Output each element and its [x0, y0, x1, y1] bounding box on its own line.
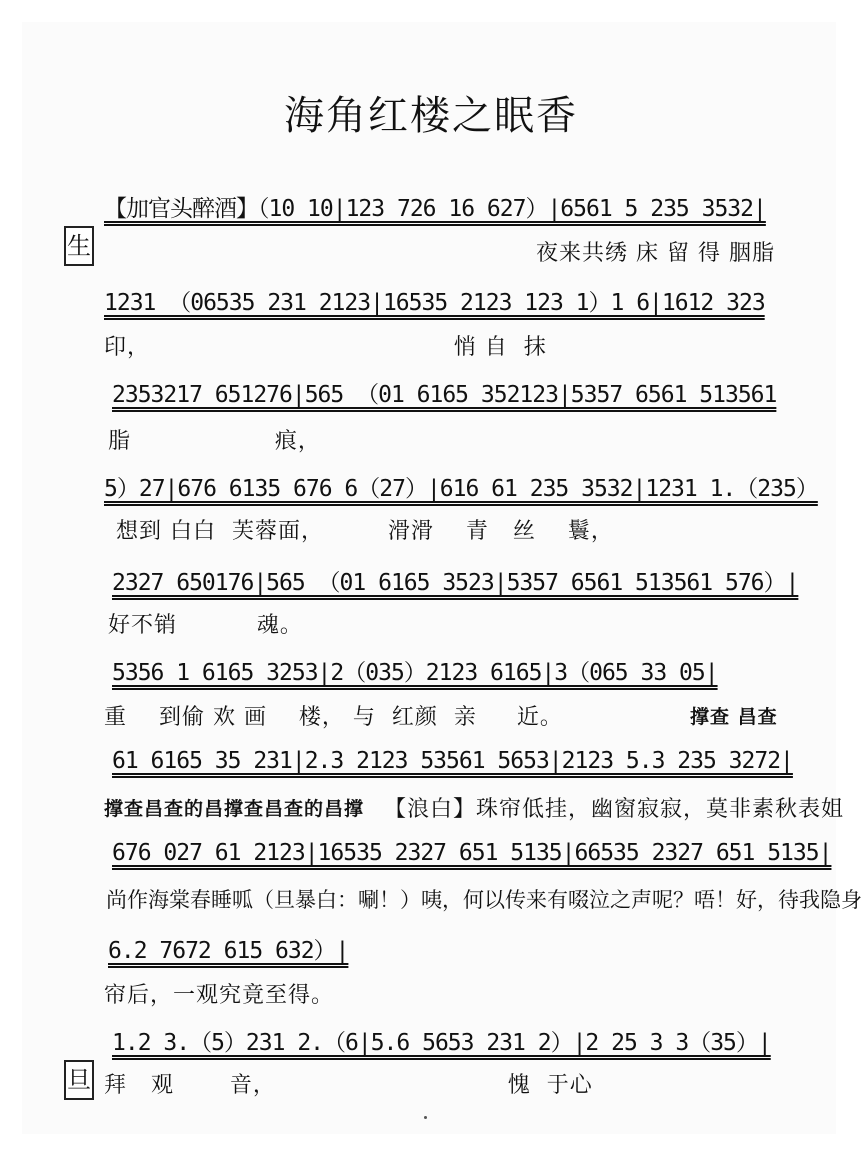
page-dot [424, 1116, 427, 1119]
lyric-line-3: 脂 痕， [108, 429, 321, 454]
notation-line-4: 5）27|676 6135 676 6（27）|616 61 235 3532|1231 1.（235） [104, 476, 818, 502]
notation-line-9: 6.2 7672 615 632）| [108, 938, 349, 964]
notation-line-3: 2353217 651276|565 （01 6165 352123|5357 6561 513561 [112, 382, 777, 408]
song-title: 海角红楼之眠香 [284, 93, 578, 139]
lyric-line-5: 好不销 魂。 [108, 613, 303, 638]
spoken-line-1: 【浪白】珠帘低挂，幽窗寂寂，莫非素秋表姐 [384, 797, 845, 822]
percussion-cue: 撑查 昌查 [690, 706, 778, 728]
notation-line-10: 1.2 3.（5）231 2.（6|5.6 5653 231 2）|2 25 3 3（35）| [112, 1030, 771, 1056]
notation-line-5: 2327 650176|565 （01 6165 3523|5357 6561 513561 576）| [112, 570, 799, 596]
spoken-line-2: 尚作海棠春睡呱（旦暴白：唰！）咦，何以传来有啜泣之声呢？唔！好，待我隐身 [106, 888, 862, 912]
notation-line-6: 5356 1 6165 3253|2（035）2123 6165|3（065 33 05| [112, 660, 718, 686]
lyric-line-2: 印， 悄 自 抹 [104, 335, 547, 360]
notation-line-7: 61 6165 35 231|2.3 2123 53561 5653|2123 5.3 235 3272| [112, 748, 793, 774]
percussion-line: 撑查昌查的昌撑查昌查的昌撑 [104, 798, 365, 820]
role-marker-dan: 旦 [64, 1060, 94, 1100]
notation-line-1: 【加官头醉酒】（10 10|123 726 16 627）|6561 5 235 3532| [104, 196, 766, 222]
lyric-line-1: 夜来共绣 床 留 得 胭脂 [536, 241, 775, 266]
lyric-line-10: 拜 观 音， 愧 于心 [104, 1073, 593, 1098]
notation-line-8: 676 027 61 2123|16535 2327 651 5135|66535 2327 651 5135| [112, 840, 832, 866]
notation-line-2: 1231 （06535 231 2123|16535 2123 123 1）1 6|1612 323 [104, 290, 765, 316]
lyric-line-6: 重 到偷 欢 画 楼， 与 红颜 亲 近。 [104, 705, 563, 730]
spoken-line-3: 帘后，一观究竟至得。 [104, 983, 335, 1008]
lyric-line-4: 想到 白白 芙蓉面， 滑滑 青 丝 鬟， [108, 519, 614, 544]
role-marker-sheng: 生 [64, 226, 94, 266]
